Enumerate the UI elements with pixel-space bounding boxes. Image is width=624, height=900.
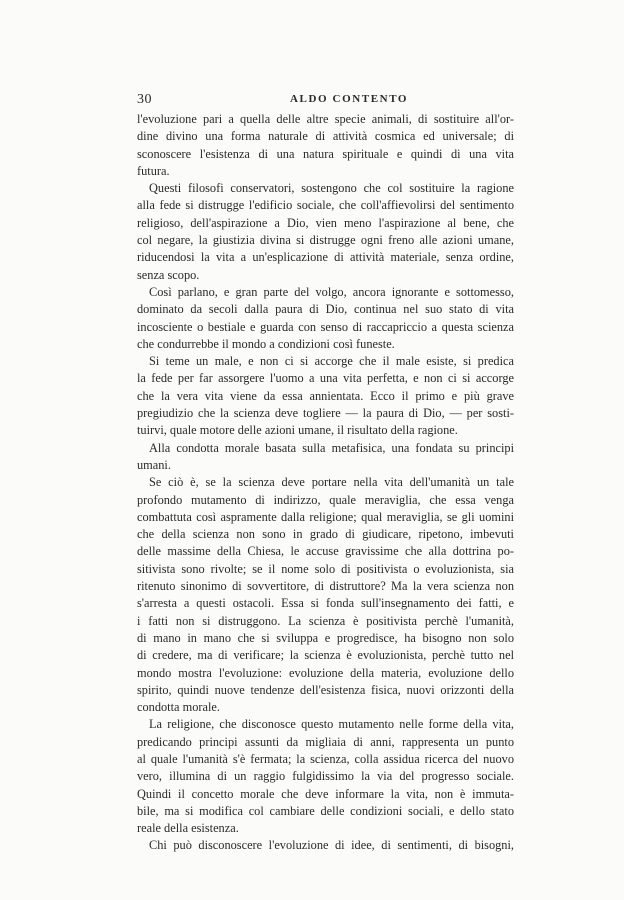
paragraph [137, 111, 514, 180]
text-line: alla fede si distrugge l'edificio sociale, che coll'affievolirsi del sentimento [137, 198, 514, 213]
paragraph [137, 284, 514, 353]
text-line: al quale l'umanità s'è fermata; la scienza, colla assidua ricerca del nuovo [137, 751, 514, 766]
text-line: di mano in mano che si sviluppa e progredisce, ha bisogno non solo [137, 630, 514, 645]
paragraph [137, 474, 514, 716]
text-line: umani. [137, 457, 171, 472]
paragraph [137, 837, 514, 854]
text-line: sitivista sono rivolte; se il nome solo di positivista o evoluzionista, sia [137, 561, 514, 576]
text-line: delle massime della Chiesa, le accuse gravissime che alla dottrina po- [137, 544, 514, 559]
paragraph [137, 716, 514, 837]
page-header [137, 92, 517, 110]
text-line: condotta morale. [137, 700, 220, 715]
text-line: futura. [137, 163, 170, 178]
text-line: Alla condotta morale basata sulla metafisica, una fondata su principi [149, 440, 514, 455]
text-line: di credere, ma di verificare; la scienza è evoluzionista, perchè tutto nel [137, 648, 514, 663]
text-line: predicando principi assunti da migliaia di anni, rappresenta un punto [137, 734, 514, 749]
text-line: riducendosi la vita a un'esplicazione di attività materiale, senza ordine, [137, 250, 514, 265]
text-line: tuirvi, quale motore delle azioni umane, il risultato della ragione. [137, 423, 458, 438]
text-line: reale della esistenza. [137, 821, 239, 836]
body-text [137, 111, 514, 855]
text-line: bile, ma si modifica col cambiare delle condizioni sociali, e dello stato [137, 803, 514, 818]
text-line: che la vera vita viene da essa annientata. Ecco il primo e più grave [137, 388, 514, 403]
text-line: dine divino una forma naturale di attività cosmica ed universale; di [137, 129, 514, 144]
paragraph [137, 180, 514, 284]
text-line: Questi filosofi conservatori, sostengono che col sostituire la ragione [149, 181, 514, 196]
text-line: col negare, la giustizia divina si distrugge ogni freno alle azioni umane, [137, 233, 514, 248]
text-line: Così parlano, e gran parte del volgo, ancora ignorante e sottomesso, [149, 284, 514, 299]
text-line: che condurrebbe il mondo a condizioni così funeste. [137, 336, 395, 351]
text-line: religioso, dell'aspirazione a Dio, vien meno l'aspirazione al bene, che [137, 215, 514, 230]
text-line: spirito, quindi nuove tendenze dell'esistenza fisica, nuovi orizzonti della [137, 682, 514, 697]
text-line: vero, illumina di un raggio fulgidissimo la via del progresso sociale. [137, 769, 514, 784]
text-line: Se ciò è, se la scienza deve portare nella vita dell'umanità un tale [149, 475, 514, 490]
text-line: la fede per far assorgere l'uomo a una vita perfetta, e non ci si accorge [137, 371, 514, 386]
text-line: pregiudizio che la scienza deve togliere — la paura di Dio, — per sosti- [137, 406, 514, 421]
running-head: ALDO CONTENTO [290, 93, 409, 105]
text-line: ritenuto sinonimo di sovvertitore, di distruttore? Ma la vera scienza non [137, 579, 514, 594]
paragraph [137, 353, 514, 439]
paragraph [137, 440, 514, 475]
text-line: Quindi il concetto morale che deve informare la vita, non è immuta- [137, 786, 514, 801]
text-line: dominato da secoli dalla paura di Dio, continua nel suo stato di vita [137, 302, 514, 317]
text-line: La religione, che disconosce questo mutamento nelle forme della vita, [149, 717, 514, 732]
page-number: 30 [137, 92, 152, 107]
text-line: Chi può disconoscere l'evoluzione di idee, di sentimenti, di bisogni, [149, 838, 514, 853]
text-line: incosciente o bestiale e guarda con senso di raccapriccio a questa scienza [137, 319, 514, 334]
text-line: Si teme un male, e non ci si accorge che il male esiste, si predica [149, 354, 514, 369]
text-line: profondo mutamento di indirizzo, quale meraviglia, che essa venga [137, 492, 514, 507]
text-line: s'arresta a questi ostacoli. Essa si fonda sull'insegnamento dei fatti, e [137, 596, 514, 611]
text-line: l'evoluzione pari a quella delle altre specie animali, di sostituire all'or- [137, 112, 514, 126]
text-line: che della scienza non sono in grado di giudicare, ripetono, imbevuti [137, 527, 514, 542]
text-line: i fatti non si distruggono. La scienza è positivista perchè l'umanità, [137, 613, 514, 628]
text-line: mondo mostra l'evoluzione: evoluzione della materia, evoluzione dello [137, 665, 514, 680]
text-line: sconoscere l'esistenza di una natura spirituale e quindi di una vita [137, 146, 514, 161]
text-line: combattuta così aspramente dalla religione; qual meraviglia, se gli uomini [137, 509, 514, 524]
text-line: senza scopo. [137, 267, 200, 282]
